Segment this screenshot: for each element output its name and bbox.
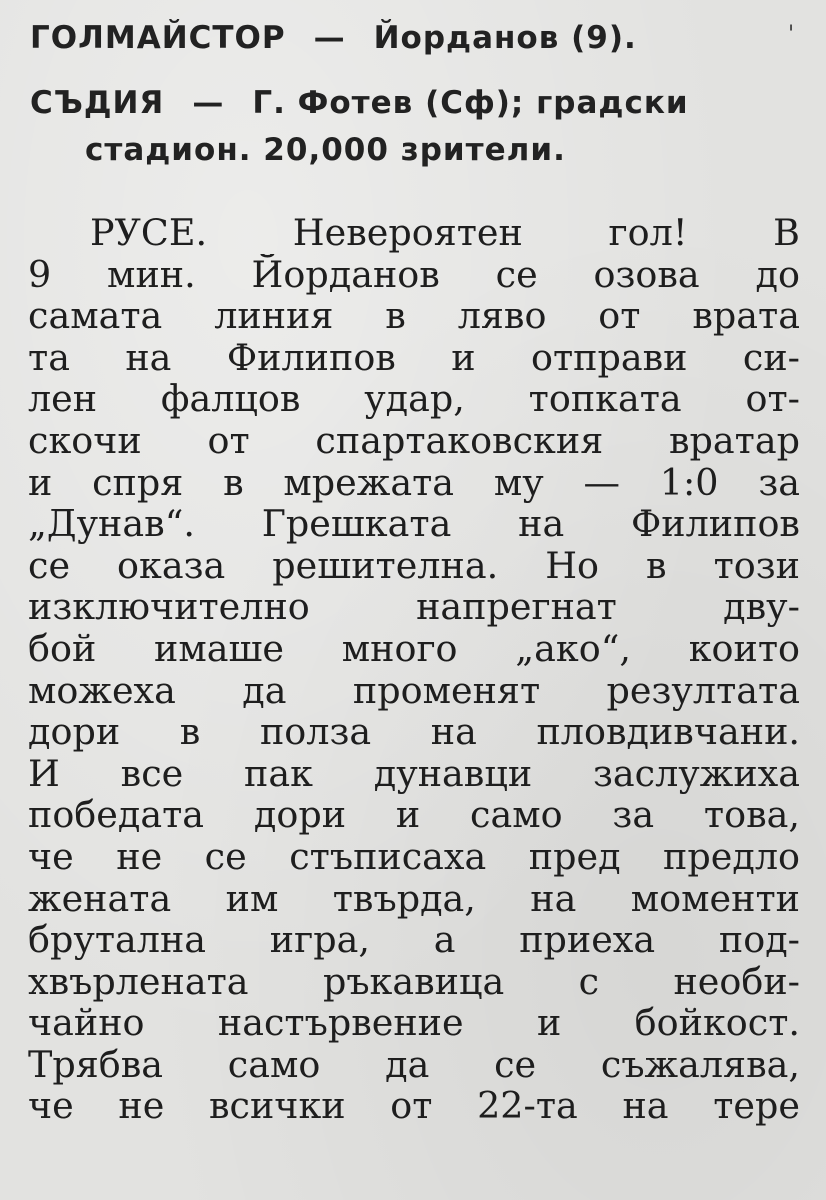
article-line: РУСЕ. Невероятен гол! В bbox=[90, 212, 800, 254]
article-line: Трябва само да се съжалява, bbox=[28, 1043, 800, 1086]
referee-value: Г. Фотев (Сф); градски bbox=[252, 85, 689, 121]
referee-dash: — bbox=[192, 85, 225, 121]
scorer-value: Йорданов (9). bbox=[373, 20, 637, 56]
article-line: И все пак дунавци заслужиха bbox=[28, 752, 800, 795]
article-line: дори в полза на пловдивчани. bbox=[28, 711, 800, 753]
stray-print-mark: ' bbox=[788, 22, 795, 47]
venue-value: стадион. 20,000 зрители. bbox=[85, 132, 566, 168]
article-line: можеха да променят резултата bbox=[28, 669, 800, 712]
article-line: изключително напрегнат дву- bbox=[28, 586, 800, 628]
article-line: скочи от спартаковския вратар bbox=[28, 419, 800, 462]
article-line: победата дори и само за това, bbox=[28, 794, 800, 836]
article-line: чайно настървение и бойкост. bbox=[28, 1002, 800, 1044]
article-line: та на Филипов и отправи си- bbox=[28, 336, 800, 379]
venue-line bbox=[85, 132, 566, 168]
article-line: че не се стъписаха пред предло bbox=[28, 835, 800, 878]
referee-line bbox=[30, 85, 689, 121]
article-line: лен фалцов удар, топката от- bbox=[28, 378, 800, 420]
scorer-line bbox=[30, 20, 637, 56]
scorer-dash: — bbox=[313, 20, 346, 56]
scorer-label: ГОЛМАЙСТОР bbox=[30, 20, 286, 56]
article-line: жената им твърда, на моменти bbox=[28, 877, 800, 920]
article-line: хвърлената ръкавица с необи- bbox=[28, 960, 800, 1003]
article-line: „Дунав“. Грешката на Филипов bbox=[28, 503, 800, 545]
article-line: и спря в мрежата му — 1:0 за bbox=[28, 461, 800, 504]
article-line: самата линия в ляво от врата bbox=[28, 295, 800, 337]
article-line: бой имаше много „ако“, които bbox=[28, 627, 800, 670]
article-line: брутална игра, а приеха под- bbox=[28, 919, 800, 961]
article-line: се оказа решителна. Но в този bbox=[28, 544, 800, 587]
referee-label: СЪДИЯ bbox=[30, 85, 165, 121]
article-line: 9 мин. Йорданов се озова до bbox=[28, 253, 800, 296]
article-body bbox=[28, 212, 800, 1127]
article-line: че не всички от 22-та на тере bbox=[28, 1085, 800, 1128]
